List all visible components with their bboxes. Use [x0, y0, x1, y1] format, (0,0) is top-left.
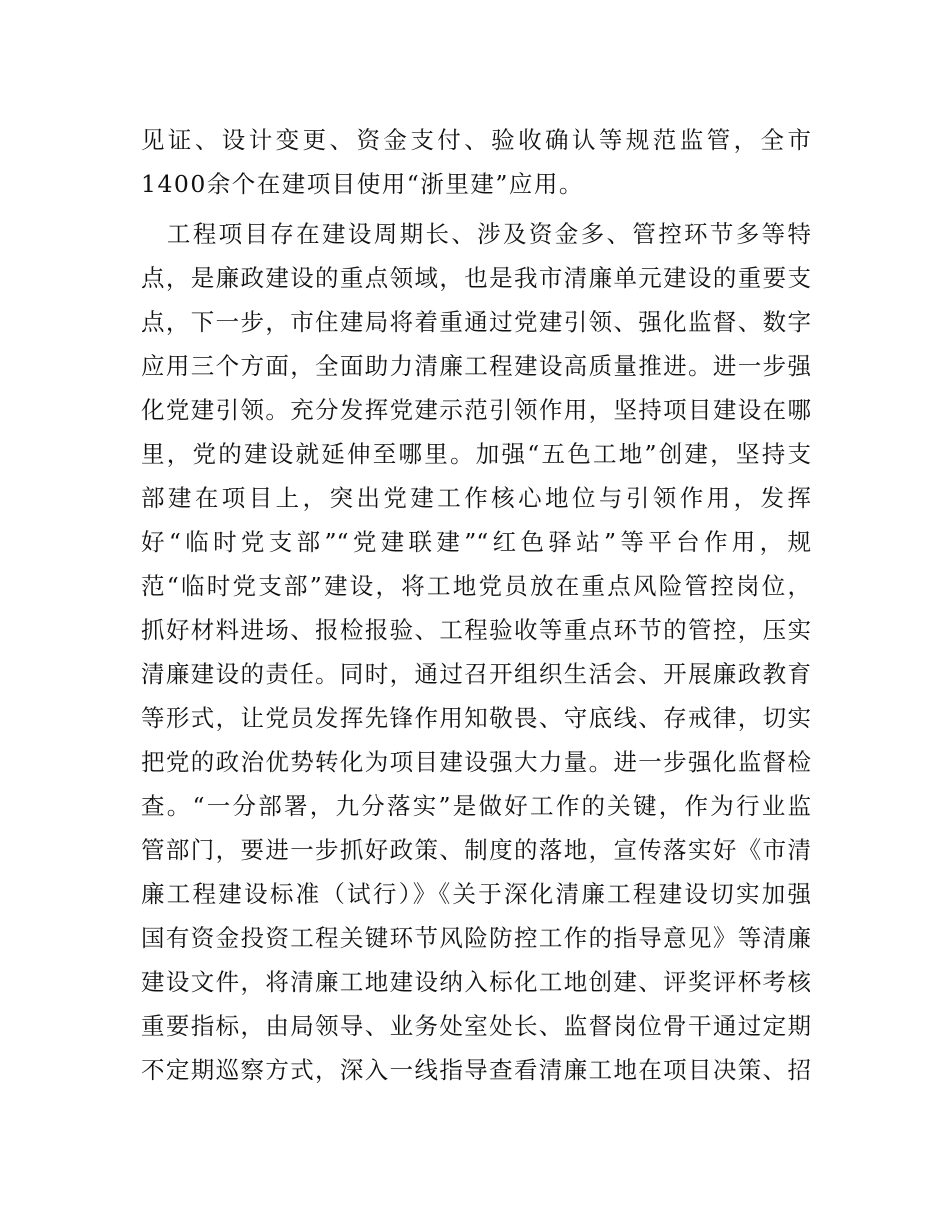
- text-line: 里，党的建设就延伸至哪里。加强“五色工地”创建，坚持支: [141, 440, 811, 468]
- text-line: 好“临时党支部”“党建联建”“红色驿站”等平台作用，规: [141, 528, 811, 556]
- text-line: 点，下一步，市住建局将着重通过党建引领、强化监督、数字: [141, 308, 811, 336]
- text-line: 管部门，要进一步抓好政策、制度的落地，宣传落实好《市清: [141, 836, 811, 864]
- text-line: 应用三个方面，全面助力清廉工程建设高质量推进。进一步强: [141, 352, 811, 380]
- text-line: 重要指标，由局领导、业务处室处长、监督岗位骨干通过定期: [141, 1012, 811, 1040]
- text-line: 见证、设计变更、资金支付、验收确认等规范监管，全市: [141, 126, 811, 154]
- text-line: 不定期巡察方式，深入一线指导查看清廉工地在项目决策、招: [141, 1056, 811, 1084]
- text-line: 工程项目存在建设周期长、涉及资金多、管控环节多等特: [141, 220, 811, 248]
- paragraph-2: [141, 212, 811, 1092]
- text-line: 查。“一分部署，九分落实”是做好工作的关键，作为行业监: [141, 792, 811, 820]
- text-line: 范“临时党支部”建设，将工地党员放在重点风险管控岗位，: [141, 572, 811, 600]
- text-line: 1400余个在建项目使用“浙里建”应用。: [141, 170, 584, 198]
- text-line: 等形式，让党员发挥先锋作用知敬畏、守底线、存戒律，切实: [141, 704, 811, 732]
- text-line: 廉工程建设标准（试行）》《关于深化清廉工程建设切实加强: [141, 880, 811, 908]
- text-line: 把党的政治优势转化为项目建设强大力量。进一步强化监督检: [141, 748, 811, 776]
- text-line: 建设文件，将清廉工地建设纳入标化工地创建、评奖评杯考核: [141, 968, 811, 996]
- paragraph-1: [141, 118, 811, 206]
- text-line: 抓好材料进场、报检报验、工程验收等重点环节的管控，压实: [141, 616, 811, 644]
- text-line: 点，是廉政建设的重点领域，也是我市清廉单元建设的重要支: [141, 264, 811, 292]
- text-line: 部建在项目上，突出党建工作核心地位与引领作用，发挥: [141, 484, 811, 512]
- text-line: 化党建引领。充分发挥党建示范引领作用，坚持项目建设在哪: [141, 396, 811, 424]
- text-line: 清廉建设的责任。同时，通过召开组织生活会、开展廉政教育: [141, 660, 811, 688]
- text-line: 国有资金投资工程关键环节风险防控工作的指导意见》等清廉: [141, 924, 811, 952]
